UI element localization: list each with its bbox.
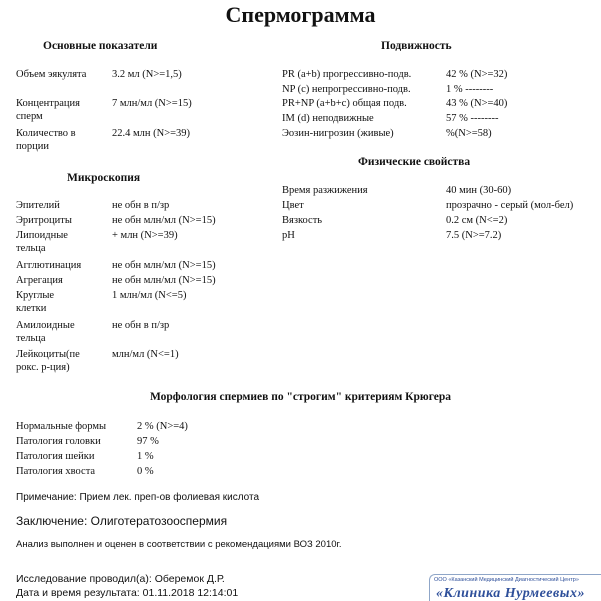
main-row-value: 7 млн/мл (N>=15) [112, 98, 192, 109]
motility-row-label: Эозин-нигрозин (живые) [282, 128, 394, 139]
morph-row-value: 97 % [137, 436, 159, 447]
note-text: Примечание: Прием лек. преп-ов фолиевая кислота [16, 492, 260, 503]
micro-row-label: Агглютинация [16, 260, 82, 271]
main-row-label: Объем эякулята [16, 69, 87, 80]
micro-row-value: не обн в п/зр [112, 200, 170, 211]
conclusion-text: Заключение: Олиготератозооспермия [16, 514, 228, 528]
page-title: Спермограмма [225, 2, 376, 27]
micro-row-value: не обн млн/мл (N>=15) [112, 275, 216, 286]
main-row-value: 3.2 мл (N>=1,5) [112, 69, 182, 80]
main-indicators-heading: Основные показатели [43, 40, 158, 52]
micro-row-value: млн/мл (N<=1) [112, 349, 179, 360]
performed-by: Исследование проводил(а): Оберемок Д.Р. [16, 573, 225, 585]
motility-row-value: 42 % (N>=32) [446, 69, 508, 80]
micro-row-label: Лейкоциты(пе рокс. р-ция) [16, 349, 80, 373]
physical-row-value: 7.5 (N>=7.2) [446, 230, 502, 241]
morph-row-label: Патология головки [16, 436, 101, 447]
micro-row-label: Эритроциты [16, 215, 72, 226]
motility-row-label: PR+NP (a+b+c) общая подв. [282, 98, 407, 109]
morph-row-value: 2 % (N>=4) [137, 421, 188, 432]
micro-row-label: Круглые клетки [16, 290, 55, 314]
motility-row-value: %(N>=58) [446, 128, 492, 139]
main-row-label: Количество в порции [16, 128, 76, 152]
micro-row-label: Амилоидные тельца [16, 320, 75, 344]
main-row-label: Концентрация сперм [16, 98, 80, 122]
motility-row-value: 1 % -------- [446, 84, 494, 95]
micro-row-value: 1 млн/мл (N<=5) [112, 290, 187, 301]
physical-row-label: Вязкость [282, 215, 323, 226]
stamp-clinic-name: «Клиника Нурмеевых» [436, 586, 585, 601]
physical-row-label: Цвет [282, 200, 304, 211]
motility-heading: Подвижность [381, 40, 452, 52]
microscopy-heading: Микроскопия [67, 172, 141, 184]
main-row-value: 22.4 млн (N>=39) [112, 128, 191, 139]
motility-row-label: PR (a+b) прогрессивно-подв. [282, 69, 412, 80]
stamp-org-text: ООО «Казанский Медицинский Диагностический Центр» [434, 577, 579, 583]
physical-row-label: Время разжижения [282, 185, 368, 196]
motility-row-value: 43 % (N>=40) [446, 98, 508, 109]
motility-row-label: IM (d) неподвижные [282, 113, 374, 124]
physical-row-value: прозрачно - серый (мол-бел) [446, 200, 574, 211]
micro-row-value: + млн (N>=39) [112, 230, 178, 241]
micro-row-value: не обн млн/мл (N>=15) [112, 260, 216, 271]
micro-row-label: Агрегация [16, 275, 63, 286]
micro-row-value: не обн в п/зр [112, 320, 170, 331]
morphology-heading: Морфология спермиев по "строгим" критериям Крюгера [149, 391, 452, 403]
clinic-stamp [429, 574, 601, 601]
result-datetime: Дата и время результата: 01.11.2018 12:14:01 [16, 587, 239, 599]
morph-row-value: 1 % [137, 451, 154, 462]
physical-properties-heading: Физические свойства [358, 156, 471, 168]
analysis-note: Анализ выполнен и оценен в соответствии с рекомендациями ВОЗ 2010г. [16, 539, 342, 550]
micro-row-value: не обн млн/мл (N>=15) [112, 215, 216, 226]
micro-row-label: Эпителий [16, 200, 60, 211]
motility-row-label: NP (c) непрогрессивно-подв. [282, 84, 411, 95]
motility-row-value: 57 % -------- [446, 113, 499, 124]
morph-row-label: Нормальные формы [16, 421, 107, 432]
morph-row-label: Патология шейки [16, 451, 95, 462]
physical-row-label: pH [282, 230, 295, 241]
physical-row-value: 0.2 см (N<=2) [446, 215, 508, 226]
morph-row-label: Патология хвоста [16, 466, 96, 477]
physical-row-value: 40 мин (30-60) [446, 185, 512, 196]
micro-row-label: Липоидные тельца [16, 230, 68, 254]
morph-row-value: 0 % [137, 466, 154, 477]
